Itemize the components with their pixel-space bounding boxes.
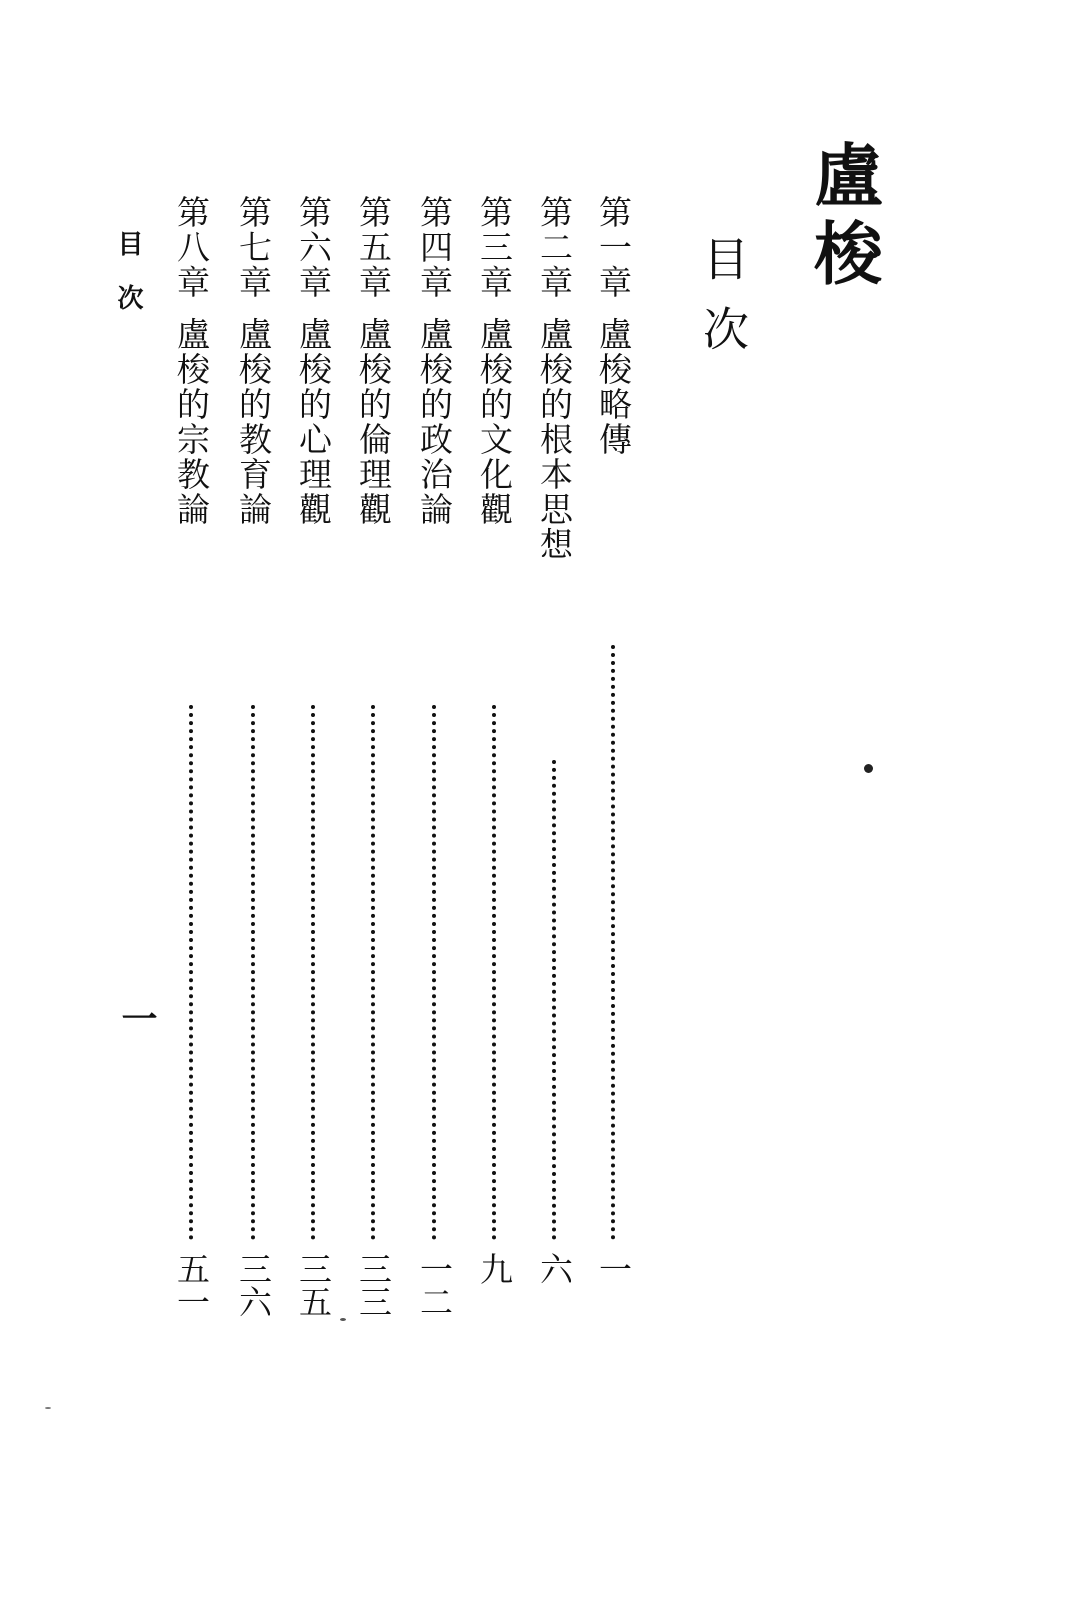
- scan-speck: [45, 1407, 51, 1409]
- leader-dots: [371, 705, 375, 1240]
- book-title: 盧梭: [803, 140, 883, 296]
- toc-entry-4[interactable]: [411, 195, 457, 1325]
- chapter-number: 第四章: [415, 195, 454, 300]
- page-number: 五一: [172, 1252, 211, 1318]
- chapter-title: 盧梭的政治論: [415, 317, 454, 527]
- toc-entry-5[interactable]: [350, 195, 396, 1325]
- chapter-title: 盧梭略傳: [594, 317, 633, 457]
- scan-speck: [340, 1318, 346, 1321]
- chapter-title: 盧梭的宗教論: [172, 317, 211, 527]
- toc-entry-8[interactable]: [168, 195, 214, 1325]
- page-number: 三五: [294, 1252, 333, 1318]
- leader-dots: [552, 760, 556, 1240]
- chapter-title: 盧梭的教育論: [234, 317, 273, 527]
- leader-dots: [251, 705, 255, 1240]
- chapter-number: 第五章: [354, 195, 393, 300]
- toc-heading: 目次: [696, 235, 750, 375]
- chapter-title: 盧梭的倫理觀: [354, 317, 393, 527]
- leader-dots: [189, 705, 193, 1240]
- scan-speck: [864, 764, 873, 773]
- page-number: 九: [475, 1252, 514, 1285]
- toc-entry-6[interactable]: [290, 195, 336, 1325]
- page-number: 一: [594, 1252, 633, 1285]
- chapter-number: 第三章: [475, 195, 514, 300]
- leader-dots: [611, 645, 615, 1240]
- chapter-number: 第六章: [294, 195, 333, 300]
- toc-entry-2[interactable]: [531, 195, 577, 1325]
- toc-entry-7[interactable]: [230, 195, 276, 1325]
- toc-entry-1[interactable]: [590, 195, 636, 1325]
- running-head: 目次: [113, 230, 143, 338]
- leader-dots: [432, 705, 436, 1240]
- chapter-title: 盧梭的文化觀: [475, 317, 514, 527]
- leader-dots: [311, 705, 315, 1240]
- chapter-number: 第八章: [172, 195, 211, 300]
- chapter-number: 第二章: [535, 195, 574, 300]
- page-number: 三六: [234, 1252, 273, 1318]
- leader-dots: [492, 705, 496, 1240]
- chapter-number: 第七章: [234, 195, 273, 300]
- chapter-title: 盧梭的心理觀: [294, 317, 333, 527]
- toc-entry-3[interactable]: [471, 195, 517, 1325]
- page-number: 三三: [354, 1252, 393, 1318]
- chapter-title: 盧梭的根本思想: [535, 317, 574, 562]
- page-number: 一二: [415, 1252, 454, 1318]
- chapter-number: 第一章: [594, 195, 633, 300]
- page-number: 六: [535, 1252, 574, 1285]
- page-folio: 一: [116, 1000, 158, 1036]
